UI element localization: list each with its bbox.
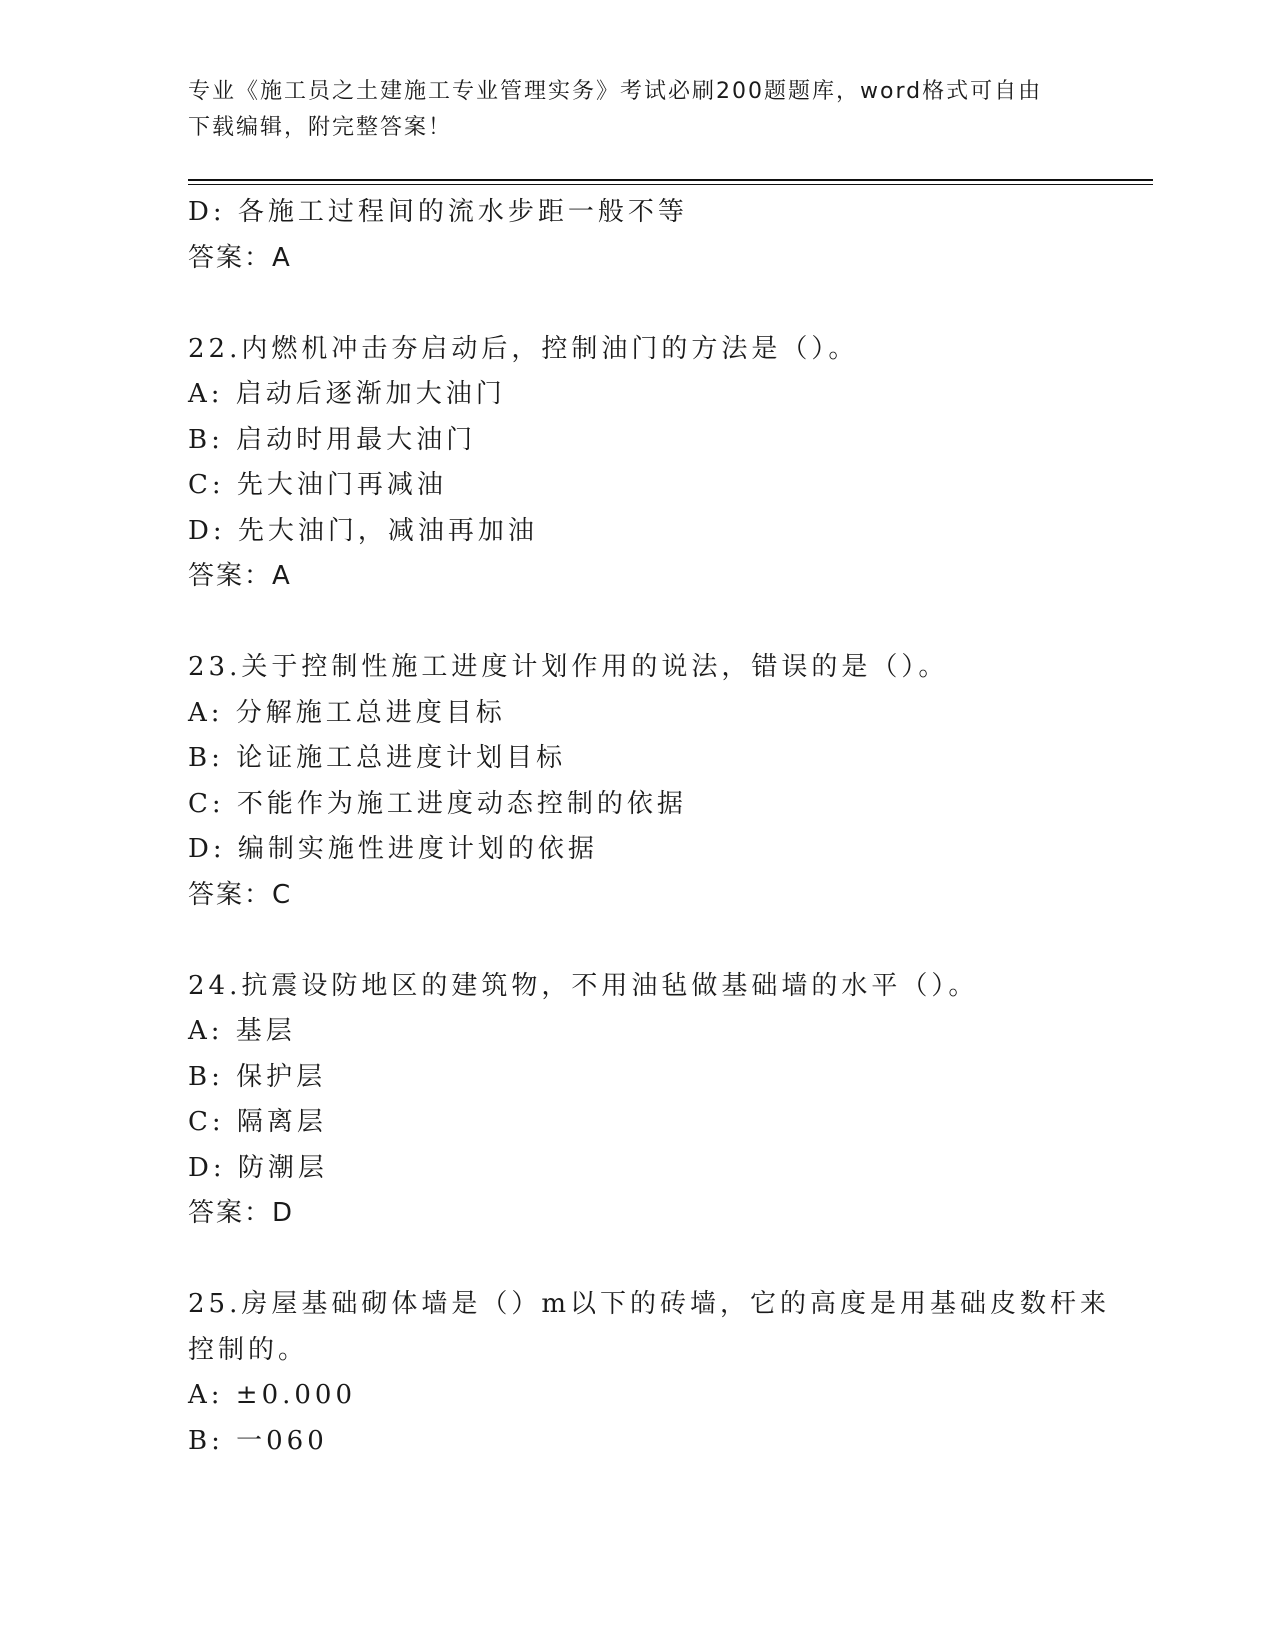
option-a: A: ±0.000 [188,1380,357,1410]
option-c: C: 隔离层 [188,1107,327,1137]
document-header [188,74,1088,146]
option-a: A: 启动后逐渐加大油门 [188,379,506,409]
option-a: A: 基层 [188,1016,296,1046]
option-b: B: 启动时用最大油门 [188,424,477,455]
answer-label: 答案：A [188,561,292,591]
option-b: B: 一060 [188,1425,328,1456]
option-b: B: 论证施工总进度计划目标 [188,743,567,773]
question-text-line-2: 控制的。 [188,1334,309,1365]
question-text: 24.抗震设防地区的建筑物，不用油毡做基础墙的水平（）。 [188,970,979,1001]
option-d: D: 先大油门，减油再加油 [188,515,538,546]
question-21-tail [188,190,1128,281]
answer-label: 答案：C [188,879,293,910]
header-divider-thin [188,184,1153,185]
question-list [188,190,1128,1464]
question-25 [188,1282,1128,1464]
answer-label: 答案：A [188,242,292,273]
option-c: C: 先大油门再减油 [188,470,447,500]
option-b: B: 保护层 [188,1061,327,1092]
question-24 [188,964,1128,1237]
option-c: C: 不能作为施工进度动态控制的依据 [188,788,687,819]
option-d: D: 编制实施性进度计划的依据 [188,834,598,864]
question-text: 23.关于控制性施工进度计划作用的说法，错误的是（）。 [188,652,949,682]
question-23 [188,645,1128,918]
header-divider-thick [188,179,1153,181]
header-line-2: 下载编辑，附完整答案！ [188,115,453,140]
header-line-1: 专业《施工员之土建施工专业管理实务》考试必刷200题题库，word格式可自由 [188,79,1043,104]
answer-label: 答案：D [188,1198,295,1228]
option-d: D: 防潮层 [188,1152,328,1183]
option-a: A: 分解施工总进度目标 [188,697,506,728]
option-d: D: 各施工过程间的流水步距一般不等 [188,197,688,227]
question-22 [188,327,1128,600]
question-text-line-1: 25.房屋基础砌体墙是（）m以下的砖墙，它的高度是用基础皮数杆来 [188,1289,1111,1319]
question-text: 22.内燃机冲击夯启动后，控制油门的方法是（）。 [188,333,859,364]
